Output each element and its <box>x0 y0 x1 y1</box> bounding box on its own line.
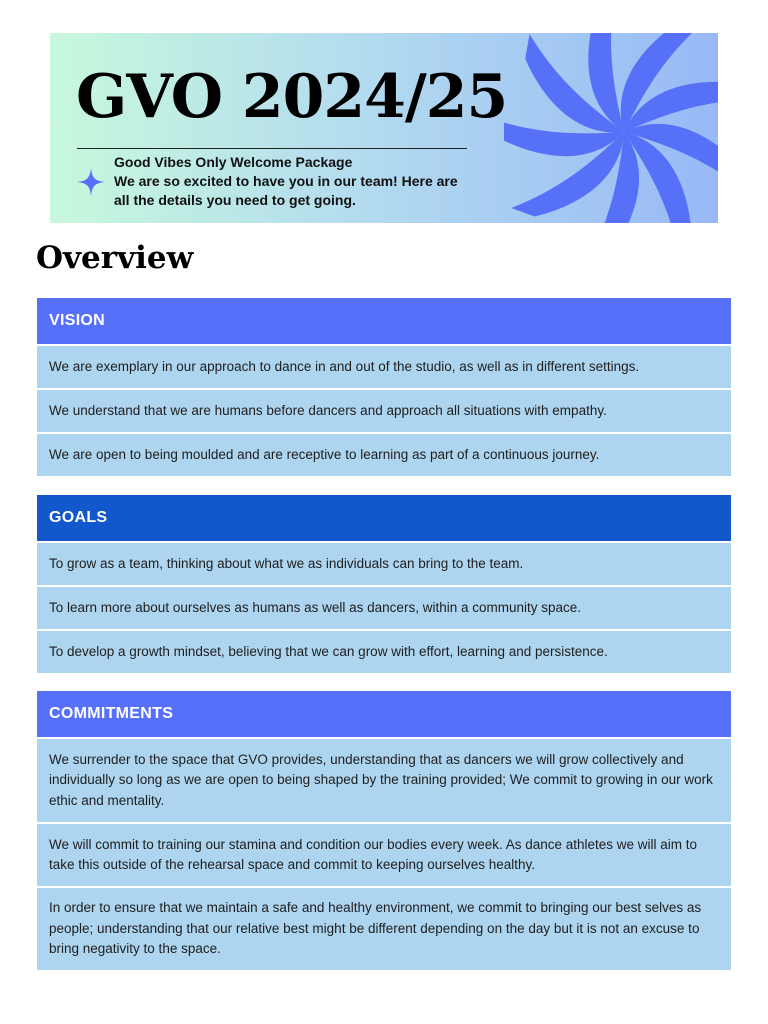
commitments-section <box>37 691 731 970</box>
vision-item <box>37 388 731 432</box>
goals-item <box>37 585 731 629</box>
vision-item-text: We are exemplary in our approach to dance in and out of the studio, as well as in different settings. <box>49 358 640 374</box>
goals-item <box>37 629 731 673</box>
banner-divider <box>77 148 467 149</box>
vision-item-text: We are open to being moulded and are receptive to learning as part of a continuous journey. <box>49 446 600 462</box>
goals-item-text: To grow as a team, thinking about what we as individuals can bring to the team. <box>49 555 524 571</box>
vision-section <box>37 298 731 476</box>
overview-heading: Overview <box>36 240 194 276</box>
welcome-banner <box>50 33 718 223</box>
commitments-item <box>37 822 731 886</box>
banner-subtitle: Good Vibes Only Welcome Package <box>114 154 353 170</box>
vision-item-text: We understand that we are humans before dancers and approach all situations with empathy. <box>49 402 607 418</box>
commitments-item <box>37 737 731 822</box>
swirl-graphic-icon <box>504 33 718 223</box>
commitments-item-text: In order to ensure that we maintain a safe and healthy environment, we commit to bringing our best selves as people; understanding that our relative best might be different depending on the day but it is not an excuse to bring negativity to the space. <box>49 900 702 957</box>
commitments-item <box>37 886 731 970</box>
goals-header: GOALS <box>37 495 731 541</box>
vision-item <box>37 344 731 388</box>
goals-section <box>37 495 731 673</box>
banner-title: GVO 2024/25 <box>76 62 508 132</box>
vision-item <box>37 432 731 476</box>
banner-intro <box>114 153 474 210</box>
goals-item-text: To learn more about ourselves as humans as well as dancers, within a community space. <box>49 599 582 615</box>
vision-header: VISION <box>37 298 731 344</box>
sparkle-icon <box>76 167 106 197</box>
banner-message: We are so excited to have you in our team! Here are all the details you need to get going. <box>114 173 458 208</box>
goals-item <box>37 541 731 585</box>
commitments-header: COMMITMENTS <box>37 691 731 737</box>
commitments-item-text: We surrender to the space that GVO provides, understanding that as dancers we will grow collectively and individually so long as we are open to being shaped by the training provided; We commit to growing in our work ethic and mentality. <box>49 751 713 808</box>
commitments-item-text: We will commit to training our stamina and condition our bodies every week. As dance athletes we will aim to take this outside of the rehearsal space and commit to keeping ourselves healthy. <box>49 836 698 872</box>
goals-item-text: To develop a growth mindset, believing that we can grow with effort, learning and persistence. <box>49 643 608 659</box>
